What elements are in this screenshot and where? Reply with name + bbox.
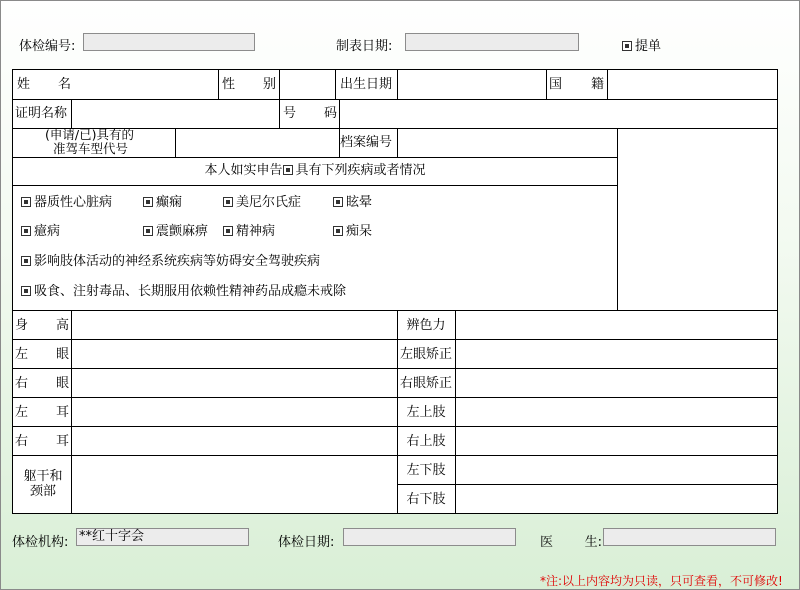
checkbox-icon[interactable] (283, 165, 293, 175)
doctor-field[interactable] (603, 528, 776, 546)
left-ear-label: 左 耳 (15, 405, 69, 420)
color-vision-label: 辨色力 (406, 318, 446, 333)
left-eye-corrected-label: 左眼矫正 (399, 347, 452, 362)
vehicle-class-field[interactable] (176, 129, 338, 156)
id-type-label: 证明名称 (15, 106, 68, 121)
left-lower-limb-label: 左下肢 (406, 463, 446, 478)
exam-no-label: 体检编号: (19, 39, 76, 54)
gender-label: 性 别 (222, 77, 276, 92)
right-lower-limb-field[interactable] (456, 485, 776, 513)
right-eye-field[interactable] (72, 369, 396, 396)
left-eye-corrected-field[interactable] (456, 340, 776, 367)
disease-drugs[interactable]: 吸食、注射毒品、长期服用依赖性精神药品成瘾未戒除 (21, 284, 346, 300)
id-no-field[interactable] (340, 100, 776, 127)
name-field[interactable] (72, 71, 217, 98)
archive-no-label: 档案编号 (340, 135, 393, 150)
checkbox-icon (21, 197, 31, 207)
nationality-field[interactable] (608, 71, 776, 98)
disease-heart[interactable]: 器质性心脏病 (21, 195, 112, 211)
disease-mental[interactable]: 精神病 (223, 224, 275, 240)
right-eye-corrected-field[interactable] (456, 369, 776, 396)
submit-label: 提单 (635, 39, 662, 54)
institution-label: 体检机构: (12, 535, 69, 550)
readonly-note: *注:以上内容均为只读，只可查看，不可修改! (540, 574, 783, 588)
disease-neuro[interactable]: 影响肢体活动的神经系统疾病等妨碍安全驾驶疾病 (21, 254, 320, 270)
checkbox-icon (622, 41, 632, 51)
dob-field[interactable] (398, 71, 545, 98)
right-ear-field[interactable] (72, 427, 396, 454)
disease-vertigo[interactable]: 眩晕 (333, 195, 372, 211)
exam-no-field[interactable] (83, 33, 255, 51)
height-field[interactable] (72, 311, 396, 338)
disease-parkinson[interactable]: 震颤麻痹 (143, 224, 208, 240)
id-type-field[interactable] (72, 100, 278, 127)
name-label: 姓 名 (17, 77, 71, 92)
left-upper-limb-field[interactable] (456, 398, 776, 425)
right-lower-limb-label: 右下肢 (406, 492, 446, 507)
submit-checkbox[interactable] (622, 35, 661, 54)
dob-label: 出生日期 (340, 77, 393, 92)
torso-neck-field[interactable] (72, 456, 396, 513)
right-ear-label: 右 耳 (15, 434, 69, 449)
left-ear-field[interactable] (72, 398, 396, 425)
vehicle-class-label: (申请/已)具有的 准驾车型代号 (45, 127, 134, 156)
right-eye-label: 右 眼 (15, 376, 69, 391)
doctor-label: 医 生: (540, 535, 602, 550)
institution-field[interactable]: **红十字会 (76, 528, 249, 546)
height-label: 身 高 (15, 318, 69, 333)
checkbox-icon (21, 226, 31, 236)
disease-epilepsy[interactable]: 癫痫 (143, 195, 182, 211)
checkbox-icon (143, 197, 153, 207)
gender-field[interactable] (280, 71, 334, 98)
left-lower-limb-field[interactable] (456, 456, 776, 483)
checkbox-icon (21, 256, 31, 266)
archive-no-field[interactable] (398, 129, 616, 156)
right-upper-limb-field[interactable] (456, 427, 776, 454)
disease-dementia[interactable]: 痴呆 (333, 224, 372, 240)
right-upper-limb-label: 右上肢 (406, 434, 446, 449)
disease-meniere[interactable]: 美尼尔氏症 (223, 195, 301, 211)
left-eye-label: 左 眼 (15, 347, 69, 362)
form-date-label: 制表日期: (336, 39, 393, 54)
exam-date-field[interactable] (343, 528, 516, 546)
torso-neck-label: 躯干和 颈部 (23, 469, 63, 499)
checkbox-icon (223, 226, 233, 236)
checkbox-icon (143, 226, 153, 236)
exam-date-label: 体检日期: (278, 535, 335, 550)
left-eye-field[interactable] (72, 340, 396, 367)
checkbox-icon (333, 226, 343, 236)
color-vision-field[interactable] (456, 311, 776, 338)
left-upper-limb-label: 左上肢 (406, 405, 446, 420)
checkbox-icon (333, 197, 343, 207)
nationality-label: 国 籍 (549, 77, 604, 92)
disease-hysteria[interactable]: 癔病 (21, 224, 60, 240)
exam-form-table (12, 69, 778, 514)
declaration-row: 本人如实申告 具有下列疾病或者情况 (204, 163, 426, 178)
checkbox-icon (223, 197, 233, 207)
form-date-field[interactable] (405, 33, 579, 51)
right-eye-corrected-label: 右眼矫正 (399, 376, 452, 391)
checkbox-icon (21, 286, 31, 296)
id-no-label: 号 码 (283, 106, 337, 121)
